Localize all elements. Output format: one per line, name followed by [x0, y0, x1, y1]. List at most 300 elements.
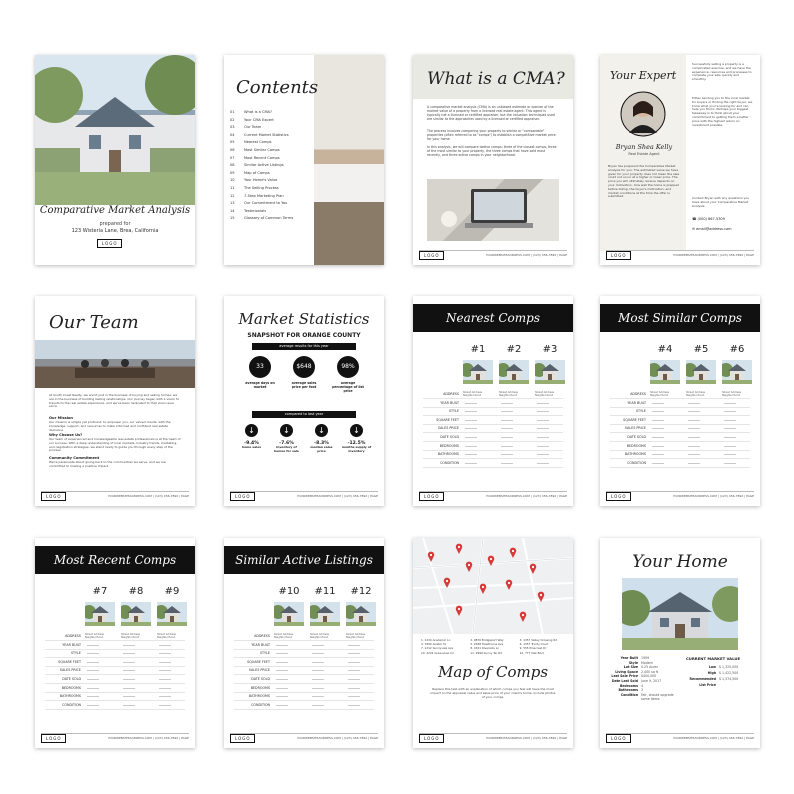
- home-value-key: High: [707, 671, 716, 675]
- comp-cell-line: [652, 428, 664, 429]
- comp-row-label: STYLE: [635, 409, 646, 414]
- stat-change-block: [307, 424, 337, 454]
- comp-row-divider: [423, 441, 563, 442]
- comp-number: #5: [693, 344, 709, 355]
- down-arrow-icon: ↓: [315, 424, 328, 437]
- comp-cell-line: [159, 653, 171, 654]
- contents-item-number: 06: [230, 147, 235, 152]
- contents-item: [230, 185, 316, 193]
- phone-icon: ☎: [692, 217, 697, 221]
- map-list-item: 6. 1357 Trinity Court: [519, 642, 549, 647]
- stats-circles: [238, 356, 370, 393]
- comp-row-divider: [610, 441, 750, 442]
- comp-row-divider: [423, 432, 563, 433]
- comp-row-label: SALES PRICE: [437, 426, 459, 431]
- comp-row-divider: [234, 683, 374, 684]
- comp-row-label: SQUARE FEET: [436, 417, 459, 422]
- home-house-illustration: [622, 578, 738, 650]
- contents-item: [230, 124, 316, 132]
- cma-page: [413, 55, 573, 265]
- expert-logo: LOGO: [606, 251, 631, 260]
- contents-item-number: 11: [230, 185, 235, 190]
- comp-number: #12: [350, 586, 372, 597]
- comp-row-label: DATE SOLD: [440, 435, 459, 439]
- stats-footer: [230, 491, 378, 500]
- comp-house-photo: [346, 602, 376, 626]
- comp-row-divider: [423, 458, 563, 459]
- contents-item-label: The Selling Process: [244, 185, 279, 190]
- comp-row-label: YEAR BUILT: [62, 642, 81, 647]
- comp-cell-line: [159, 645, 171, 646]
- contents-item: [230, 155, 316, 163]
- comp-row-label: BEDROOMS: [439, 443, 459, 448]
- contents-item: [230, 162, 316, 170]
- comp-cell: Street Address Neighborhood: [499, 391, 519, 397]
- comp-row-divider: [610, 398, 750, 399]
- email-icon: ✉: [692, 227, 695, 231]
- cover-page: [35, 55, 195, 265]
- comp-cell-line: [652, 411, 664, 412]
- comp-row-label: DATE SOLD: [62, 677, 81, 681]
- expert-email-row: [692, 227, 732, 231]
- home-value-amount: $ 1,325,000: [719, 665, 739, 669]
- meeting-illustration: [35, 340, 195, 388]
- contents-item-number: 07: [230, 155, 235, 160]
- contents-title: Contents: [236, 77, 319, 98]
- comp-cell-line: [276, 705, 288, 706]
- home-spec-key: Year Built: [620, 656, 638, 660]
- comp-house-photo: [157, 602, 187, 626]
- comp-row-divider: [423, 450, 563, 451]
- comp-row-label: DATE SOLD: [627, 435, 646, 439]
- comp-row-label: ADDRESS: [65, 634, 81, 638]
- comp-row-label: CONDITION: [251, 702, 270, 707]
- comp-cell-line: [348, 653, 360, 654]
- comp-cell-line: [123, 705, 135, 706]
- team-logo: LOGO: [41, 492, 66, 501]
- stat-circle-label: average days on market: [245, 381, 275, 389]
- comp-cell-line: [348, 662, 360, 663]
- comp-logo: LOGO: [419, 492, 444, 501]
- comp-number: #7: [92, 586, 108, 597]
- stats-page: [224, 296, 384, 506]
- comp-row-label: YEAR BUILT: [251, 642, 270, 647]
- contents-item-label: Map of Comps: [244, 170, 270, 175]
- cover-logo: LOGO: [97, 239, 122, 248]
- comp-cell-line: [688, 454, 700, 455]
- map-list-item: 3. 1357 Valley Crossing Rd: [519, 638, 558, 642]
- expert-name: Bryan Shea Kelly: [615, 143, 673, 151]
- expert-footer-url: YOURWEBSITEADDRESS.COM | (123) 456-7890 | PAGE: [672, 253, 754, 257]
- comp-cell-line: [501, 463, 513, 464]
- comp-row-divider: [234, 657, 374, 658]
- comp-cell-line: [312, 653, 324, 654]
- comp-logo: LOGO: [41, 734, 66, 743]
- stats-title: Market Statistics: [238, 310, 370, 328]
- home-spec-key: Bedrooms: [619, 683, 638, 688]
- comp-row-label: BATHROOMS: [59, 694, 81, 699]
- team-community-heading: Community Commitment: [49, 456, 100, 460]
- map-list-item: 1. 1234 Academic Ln: [421, 638, 451, 642]
- comp-cell-line: [276, 645, 288, 646]
- team-community: We're passionate about giving back to the communities we serve, and we are committed to making a positive impact.: [49, 460, 166, 468]
- comp-row-label: CONDITION: [440, 460, 459, 465]
- home-photo: [622, 578, 738, 650]
- expert-contact: Contact Bryan with any questions you have about your Comparative Market Analysis.: [692, 196, 750, 208]
- stat-block: [331, 356, 365, 393]
- comp-row-label: DATE SOLD: [251, 677, 270, 681]
- comp-row-divider: [234, 649, 374, 650]
- home-footer-url: YOURWEBSITEADDRESS.COM | (123) 456-7890 | PAGE: [672, 736, 754, 740]
- home-logo: LOGO: [606, 734, 631, 743]
- contents-item: [230, 193, 316, 201]
- comp-row-divider: [45, 666, 185, 667]
- stat-change-label: median sales price: [310, 445, 333, 453]
- home-values: [686, 664, 754, 688]
- comp-cell-line: [159, 705, 171, 706]
- map-footer-url: YOURWEBSITEADDRESS.COM | (123) 456-7890 | PAGE: [485, 736, 567, 740]
- contents-item-label: Current Market Statistics: [244, 132, 289, 137]
- comp-cell-line: [276, 679, 288, 680]
- contents-item-label: Glossary of Common Terms: [244, 216, 294, 221]
- contents-item-number: 12: [230, 193, 235, 198]
- contents-item-number: 09: [230, 170, 235, 175]
- comp-cell-line: [688, 420, 700, 421]
- comp-cell-line: [312, 696, 324, 697]
- comp-cell-line: [724, 428, 736, 429]
- contents-list: [230, 109, 316, 223]
- contents-item-label: Testimonials: [244, 208, 267, 213]
- stat-change-value: -12.5%: [347, 441, 366, 446]
- comp-cell-line: [724, 403, 736, 404]
- map-page: [413, 538, 573, 748]
- comp-cell-line: [348, 679, 360, 680]
- expert-phone-row: [692, 217, 725, 221]
- home-specs: [608, 656, 680, 702]
- cover-title: Comparative Market Analysis: [39, 205, 191, 216]
- comp-row-label: BEDROOMS: [626, 443, 646, 448]
- comp-cell: Street Address Neighborhood: [121, 633, 141, 639]
- expert-title: Your Expert: [610, 69, 677, 82]
- contents-item-label: 7-Step Marketing Plan: [244, 193, 284, 198]
- comp-title: Most Similar Comps: [618, 311, 742, 325]
- home-spec-value: $400,000: [641, 674, 657, 679]
- stat-change-value: -9.4%: [244, 441, 259, 446]
- comp-cell-line: [348, 645, 360, 646]
- comp-row-divider: [610, 415, 750, 416]
- team-mission-heading: Our Mission: [49, 416, 73, 420]
- contents-item: [230, 117, 316, 125]
- nearest-comps-page: [413, 296, 573, 506]
- contents-item-number: 03: [230, 125, 235, 130]
- stats-bar-last-year: compared to last year: [252, 411, 356, 418]
- comp-house-photo: [85, 602, 115, 626]
- stat-change-value: -8.3%: [314, 441, 329, 446]
- home-spec-value: Fair, should upgrade some items: [641, 692, 674, 702]
- comp-row-label: BATHROOMS: [248, 694, 270, 699]
- map-list-item: 10. 2222 Greenview Cir: [421, 650, 455, 655]
- comp-house-photo: [722, 360, 752, 384]
- comp-row-label: STYLE: [448, 409, 459, 414]
- comp-title: Similar Active Listings: [235, 553, 373, 567]
- map-list-item: 8. 4321 Riverside Ln: [470, 646, 500, 651]
- comp-number: #1: [470, 344, 486, 355]
- comp-row-divider: [610, 432, 750, 433]
- stats-bar-this-year: average results for this year: [252, 343, 356, 350]
- stat-change-label: months supply of inventory: [341, 445, 372, 453]
- comp-footer: [606, 491, 754, 500]
- comp-cell-line: [123, 688, 135, 689]
- stat-circle-value: 33: [249, 356, 271, 378]
- comp-cell-line: [724, 454, 736, 455]
- contents-item-number: 15: [230, 216, 235, 221]
- comp-row-divider: [45, 657, 185, 658]
- comp-cell: Street Address Neighborhood: [463, 391, 483, 397]
- cma-footer: [419, 250, 567, 259]
- contents-item-label: Most Similar Comps: [244, 147, 280, 152]
- comp-cell-line: [652, 446, 664, 447]
- contents-item-number: 14: [230, 208, 235, 213]
- contents-item-number: 10: [230, 178, 235, 183]
- comp-cell-line: [87, 688, 99, 689]
- stat-circle-value: $648: [293, 356, 315, 378]
- home-value-row: [686, 676, 754, 688]
- stat-change-label: inventory of homes for sale: [274, 445, 299, 453]
- comp-cell-line: [537, 428, 549, 429]
- comp-row-label: YEAR BUILT: [440, 400, 459, 405]
- comp-house-photo: [121, 602, 151, 626]
- comp-number: #6: [729, 344, 745, 355]
- comp-row-divider: [45, 683, 185, 684]
- stat-block: [243, 356, 277, 393]
- comp-cell-line: [652, 454, 664, 455]
- home-page: [600, 538, 760, 748]
- home-spec-key: Bathrooms: [618, 688, 638, 693]
- comp-row-divider: [234, 700, 374, 701]
- team-footer-url: YOURWEBSITEADDRESS.COM | (123) 456-7890 | PAGE: [107, 494, 189, 498]
- kitchen-photo: [314, 55, 384, 265]
- comp-banner: [413, 304, 573, 332]
- comp-cell-line: [688, 437, 700, 438]
- contents-item: [230, 170, 316, 178]
- comp-row-label: SALES PRICE: [248, 668, 270, 673]
- comp-cell-line: [688, 428, 700, 429]
- home-spec-key: Last Sale Price: [611, 674, 638, 679]
- comp-row-label: SQUARE FEET: [623, 417, 646, 422]
- comp-number: #10: [278, 586, 300, 597]
- comp-cell-line: [652, 437, 664, 438]
- comp-cell-line: [159, 679, 171, 680]
- comp-cell-line: [501, 411, 513, 412]
- stat-change-block: [237, 424, 267, 454]
- stat-circle-value: 98%: [337, 356, 359, 378]
- comp-cell-line: [465, 437, 477, 438]
- comp-house-photo: [310, 602, 340, 626]
- comp-cell-line: [276, 670, 288, 671]
- comp-title: Nearest Comps: [445, 311, 540, 325]
- comp-cell-line: [123, 653, 135, 654]
- expert-bio: Bryan has prepared this Comparative Market Analysis for you. The estimated value we have given for your property does not mean the sale could not occur at a higher or lower price. The price you will ultimately receive depends on your motivation, how well the home is prepped before listing, the buyer's motivation, and market conditions at the time the offer is submitted.: [608, 164, 680, 199]
- comp-house-photo: [650, 360, 680, 384]
- comp-row-divider: [234, 666, 374, 667]
- comp-cell-line: [501, 428, 513, 429]
- expert-email: email@address.com: [696, 227, 732, 231]
- comp-row-label: ADDRESS: [254, 634, 270, 638]
- comp-row-label: STYLE: [259, 651, 270, 656]
- comp-number: #8: [128, 586, 144, 597]
- comp-footer-url: YOURWEBSITEADDRESS.COM | (123) 456-7890 | PAGE: [296, 736, 378, 740]
- comp-cell: Street Address Neighborhood: [535, 391, 555, 397]
- comp-row-divider: [610, 424, 750, 425]
- comp-row-label: BEDROOMS: [250, 685, 270, 690]
- comp-cell-line: [159, 688, 171, 689]
- comp-cell: Street Address Neighborhood: [686, 391, 706, 397]
- comp-row-divider: [45, 709, 185, 710]
- map-list-item: 7. 1212 Sunnyvale Ave: [421, 646, 454, 651]
- comp-cell-line: [159, 662, 171, 663]
- comp-footer: [41, 733, 189, 742]
- expert-side-1: Successfully selling a property is a complicated exercise, and we have the experience, resources and processes to complete your sale quickly and smoothly.: [692, 62, 752, 82]
- comp-title: Most Recent Comps: [53, 553, 177, 567]
- comp-house-photo: [463, 360, 493, 384]
- contents-item-number: 05: [230, 140, 235, 145]
- comp-row-divider: [234, 709, 374, 710]
- stat-change-label: home sales: [241, 445, 262, 449]
- comp-cell-line: [465, 411, 477, 412]
- comp-cell-line: [312, 705, 324, 706]
- comp-cell-line: [724, 437, 736, 438]
- contents-item: [230, 147, 316, 155]
- cma-footer-url: YOURWEBSITEADDRESS.COM | (123) 456-7890 | PAGE: [485, 253, 567, 257]
- comp-cell-line: [123, 670, 135, 671]
- comp-row-divider: [45, 640, 185, 641]
- comp-house-photo: [274, 602, 304, 626]
- comp-row-divider: [45, 649, 185, 650]
- agent-portrait: [620, 91, 666, 137]
- comp-footer-url: YOURWEBSITEADDRESS.COM | (123) 456-7890 | PAGE: [485, 494, 567, 498]
- comp-row-label: SALES PRICE: [624, 426, 646, 431]
- comp-row-divider: [423, 415, 563, 416]
- comp-cell-line: [724, 411, 736, 412]
- comp-cell-line: [688, 411, 700, 412]
- team-why-heading: Why Choose Us?: [49, 433, 83, 437]
- contents-item: [230, 200, 316, 208]
- comp-cell-line: [465, 446, 477, 447]
- contents-item-label: Nearest Comps: [244, 140, 272, 145]
- comp-cell-line: [537, 420, 549, 421]
- map-logo: LOGO: [419, 734, 444, 743]
- down-arrow-icon: ↓: [350, 424, 363, 437]
- contents-page: [224, 55, 384, 265]
- comp-cell: Street Address Neighborhood: [274, 633, 294, 639]
- comp-cell: Street Address Neighborhood: [722, 391, 742, 397]
- contents-item-label: Your Home's Value: [244, 178, 278, 183]
- comp-row-divider: [45, 674, 185, 675]
- comp-number: #2: [506, 344, 522, 355]
- comp-cell-line: [724, 463, 736, 464]
- comp-row-label: STYLE: [70, 651, 81, 656]
- contents-item-label: Your CMA Expert: [244, 117, 274, 122]
- comp-number: #11: [314, 586, 336, 597]
- home-title: Your Home: [632, 552, 728, 572]
- down-arrow-icon: ↓: [280, 424, 293, 437]
- comp-house-photo: [686, 360, 716, 384]
- team-title: Our Team: [49, 312, 139, 333]
- comp-row-divider: [45, 700, 185, 701]
- map-list-item: 5. 2468 Hawthorne Ave: [470, 642, 504, 647]
- laptop-photo: [427, 179, 559, 241]
- comp-row-divider: [234, 674, 374, 675]
- home-value-key: Low: [708, 665, 716, 669]
- home-spec-row: [608, 693, 680, 702]
- comp-row-label: SALES PRICE: [59, 668, 81, 673]
- similar-comps-page: [600, 296, 760, 506]
- comp-row-label: BATHROOMS: [624, 452, 646, 457]
- comp-row-label: YEAR BUILT: [627, 400, 646, 405]
- comp-cell-line: [537, 403, 549, 404]
- map-list-item: 2. 9876 Bridgeport Way: [470, 638, 504, 642]
- comp-row-divider: [234, 692, 374, 693]
- house-illustration: [35, 55, 195, 205]
- comp-cell: Street Address Neighborhood: [157, 633, 177, 639]
- comp-number: #4: [657, 344, 673, 355]
- stats-logo: LOGO: [230, 492, 255, 501]
- comp-cell-line: [276, 688, 288, 689]
- contents-item: [230, 177, 316, 185]
- comp-cell-line: [312, 670, 324, 671]
- home-spec-key: Date Last Sold: [611, 678, 638, 683]
- comp-row-label: ADDRESS: [630, 392, 646, 396]
- comp-row-label: CONDITION: [627, 460, 646, 465]
- comp-number: #9: [164, 586, 180, 597]
- home-spec-value: Modern: [641, 660, 653, 665]
- expert-page: [600, 55, 760, 265]
- home-value-heading: CURRENT MARKET VALUE: [686, 656, 741, 661]
- home-spec-key: Lot Size: [623, 665, 638, 670]
- contents-item: [230, 215, 316, 223]
- map-footer: [419, 733, 567, 742]
- comp-cell-line: [501, 437, 513, 438]
- stat-circle-label: average percentage of list price: [332, 381, 364, 393]
- comps-map: [413, 538, 573, 634]
- stat-change-block: [272, 424, 302, 454]
- team-page: [35, 296, 195, 506]
- map-list-item: 11. 9999 Sunny Ter Rd: [470, 650, 503, 655]
- cma-title: What is a CMA?: [427, 69, 565, 89]
- comp-footer: [230, 733, 378, 742]
- comp-cell-line: [688, 403, 700, 404]
- comp-cell-line: [348, 696, 360, 697]
- comp-cell-line: [537, 454, 549, 455]
- contents-item-label: Our Team: [244, 125, 262, 130]
- contents-item: [230, 109, 316, 117]
- stat-block: [287, 356, 321, 393]
- comp-row-divider: [610, 467, 750, 468]
- comp-row-divider: [610, 450, 750, 451]
- map-text: Replace this text with an explanation of which comps you feel will have the most impact on the appraisal value and sales price of your client's home; include photos of your comps.: [430, 687, 556, 699]
- comp-row-divider: [234, 640, 374, 641]
- contents-item-number: 01: [230, 110, 235, 114]
- comp-cell-line: [87, 696, 99, 697]
- comp-cell-line: [87, 653, 99, 654]
- comp-cell-line: [276, 662, 288, 663]
- comp-footer-url: YOURWEBSITEADDRESS.COM | (123) 456-7890 | PAGE: [107, 736, 189, 740]
- stats-changes: [234, 424, 374, 454]
- comp-house-photo: [499, 360, 529, 384]
- stats-footer-url: YOURWEBSITEADDRESS.COM | (123) 456-7890 | PAGE: [296, 494, 378, 498]
- comp-cell-line: [87, 679, 99, 680]
- contents-item-label: Most Recent Comps: [244, 155, 280, 160]
